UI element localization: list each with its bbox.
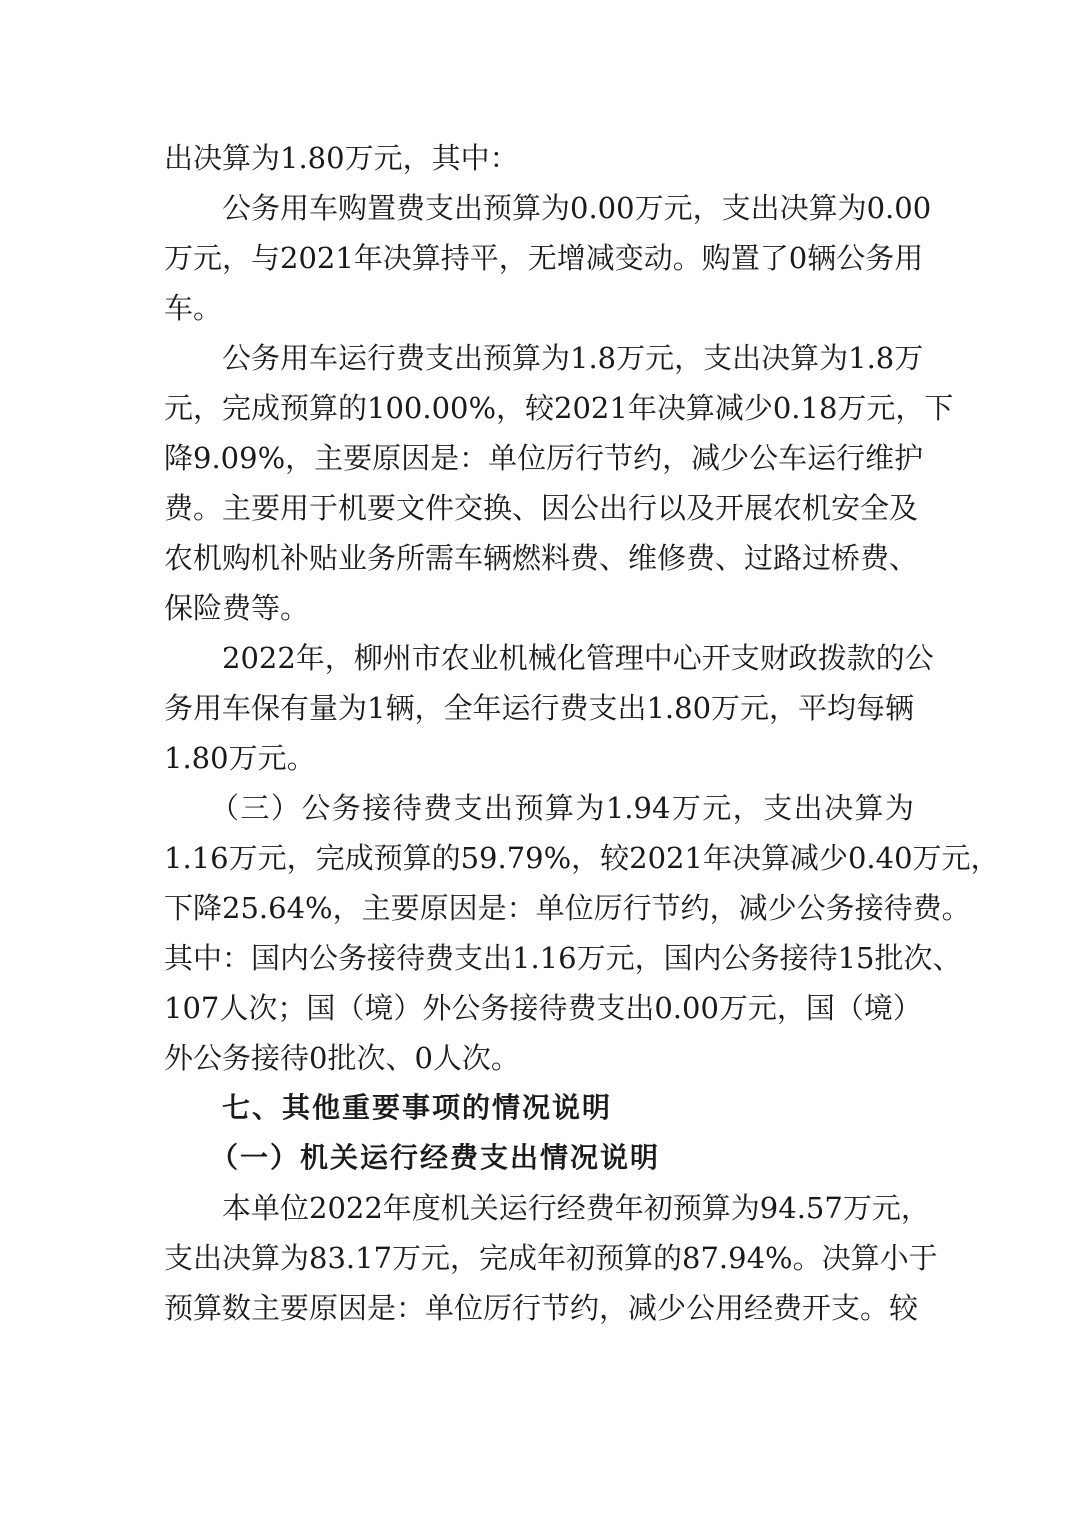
text-line: 预算数主要原因是：单位厉行节约，减少公用经费开支。较	[164, 1291, 919, 1325]
text-line: 车。	[164, 291, 223, 325]
text-line: 107人次；国（境）外公务接待费支出0.00万元，国（境）	[164, 991, 922, 1025]
text-line: 费。主要用于机要文件交换、因公出行以及开展农机安全及	[164, 491, 919, 525]
text-line: 公务用车购置费支出预算为0.00万元，支出决算为0.00	[222, 191, 932, 225]
text-line: 保险费等。	[164, 591, 310, 625]
text-line: 下降25.64%，主要原因是：单位厉行节约，减少公务接待费。	[164, 891, 971, 925]
text-line: 其中：国内公务接待费支出1.16万元，国内公务接待15批次、	[164, 941, 962, 975]
section-heading: 七、其他重要事项的情况说明	[222, 1091, 613, 1124]
text-line: 元，完成预算的100.00%，较2021年决算减少0.18万元，下	[164, 391, 954, 425]
text-line: 万元，与2021年决算持平，无增减变动。购置了0辆公务用	[164, 241, 924, 275]
text-line: （三）公务接待费支出预算为1.94万元，支出决算为	[210, 791, 914, 825]
text-line: 2022年，柳州市农业机械化管理中心开支财政拨款的公	[222, 641, 934, 675]
text-line: 出决算为1.80万元，其中：	[164, 141, 519, 175]
text-line: 公务用车运行费支出预算为1.8万元，支出决算为1.8万	[222, 341, 924, 375]
text-line: 1.80万元。	[164, 741, 316, 775]
subsection-heading: （一）机关运行经费支出情况说明	[210, 1141, 661, 1174]
text-line: 外公务接待0批次、0人次。	[164, 1041, 520, 1075]
text-line: 本单位2022年度机关运行经费年初预算为94.57万元，	[222, 1191, 930, 1225]
text-line: 务用车保有量为1辆，全年运行费支出1.80万元，平均每辆	[164, 691, 915, 725]
body-text	[164, 133, 1000, 1333]
text-line: 1.16万元，完成预算的59.79%，较2021年决算减少0.40万元，	[164, 841, 1000, 875]
text-line: 支出决算为83.17万元，完成年初预算的87.94%。决算小于	[164, 1241, 938, 1275]
text-line: 降9.09%，主要原因是：单位厉行节约，减少公车运行维护	[164, 441, 924, 475]
text-line: 农机购机补贴业务所需车辆燃料费、维修费、过路过桥费、	[164, 541, 919, 575]
